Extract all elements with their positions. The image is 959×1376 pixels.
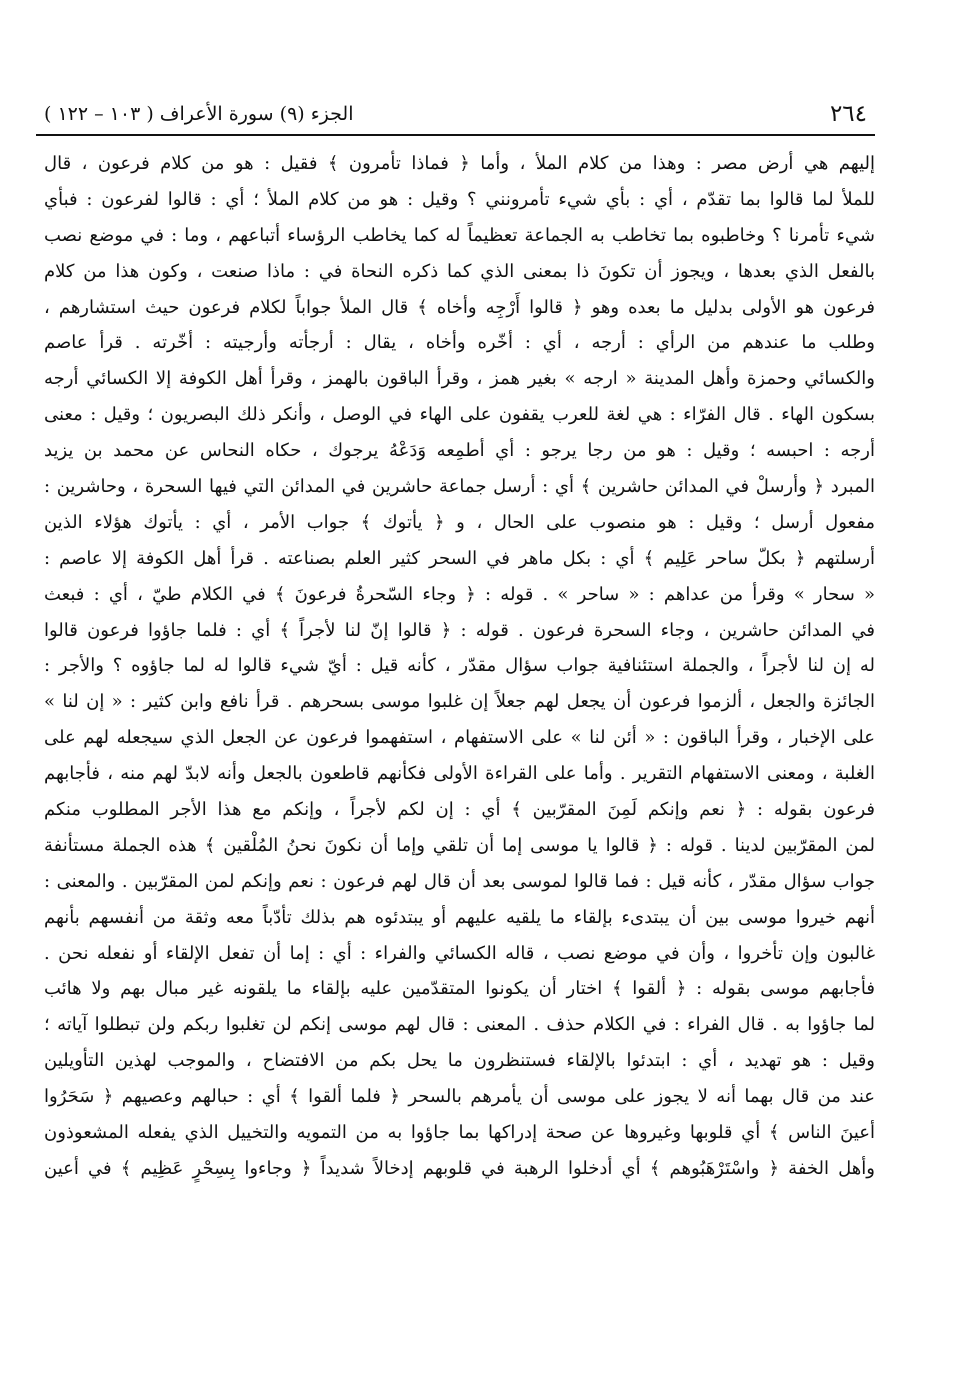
text-line: بالفعل الذي بعدها ، ويجوز أن تكونَ ذا بمعنى الذي كما ذكره النحاة في : ماذا صنعت ، وكون هذا من كلام xyxy=(44,260,875,282)
text-line: الغلبة ، ومعنى الاستفهام التقرير . وأما على القراءة الأولى فكأنهم قاطعون بالجعل وأنه لابدّ لهم منه ، فأجابهم xyxy=(44,763,875,785)
text-line: عند من قال بهما أنه لا يجوز على موسى أن يأمرهم بالسحر ﴿ فلما ألقوا ﴾ أي : حبالهم وعصيهم ﴿ سَحَرُوا xyxy=(44,1086,875,1108)
text-line: غالبون وإن تأخروا ، وأن في موضع نصب ، قاله الكسائي والفراء : أي : إما أن تفعل الإلقاء أو نفعله نحن . xyxy=(44,942,875,964)
text-line: فرعون بقوله : ﴿ نعم وإنكم لَمِنَ المقرّبين ﴾ أي : إن لكم لأجراً ، وإنكم مع هذا الأجر المطلوب منكم xyxy=(44,799,875,821)
page-number: ٢٦٤ xyxy=(829,101,867,127)
text-line: شيء تأمرنا ؟ وخاطبوه بما تخاطب به الجماعة تعظيماً له كما يخاطب الرؤساء أتباعهم ، وما : في موضع نصب xyxy=(44,224,875,246)
text-line: أرسلتهم ﴿ بكلّ ساحر عَلِيم ﴾ أي : بكل ماهر في السحر كثير العلم بصناعته . قرأ أهل الكوفة إلا عاصم : xyxy=(44,547,875,569)
text-line: المبرد ﴿ وأرسلْ في المدائن حاشرين ﴾ أي : أرسل جماعة حاشرين في المدائن التي فيها السحرة ، وحاشرين : xyxy=(44,476,875,498)
text-line: « سحار » وقرأ من عداهم : « ساحر » . قوله : ﴿ وجاء السّحرةُ فرعونَ ﴾ في الكلام طيّ ، أي : فبعث xyxy=(44,583,875,605)
text-line: وطلب ما عندهم من الرأي : أرجه ، أي : أخّره وأخاه ، يقال : أرجأته وأرجيته : أخّرته . قرأ عاصم xyxy=(44,332,875,354)
text-line: أرجه : احبسه ؛ وقيل : هو من رجا يرجو : أي أطمِعه وَدَعْهُ يرجوك ، حكاه النحاس عن محمد بن يزيد xyxy=(44,440,875,462)
text-line: أنهم خيروا موسى بين أن يبتدىء بإلقاء ما يلقيه عليهم أو يبتدئوه هم بذلك تأدّباً معه وثقة من أنفسهم بأنهم xyxy=(44,906,875,928)
text-line: والكسائي وحمزة وأهل المدينة « ارجه » بغير همز ، وقرأ الباقون بالهمز ، وقرأ أهل الكوفة إلا الكسائي أرجه xyxy=(44,368,875,390)
text-line: مفعول أرسل ؛ وقيل : هو منصوب على الحال ، و ﴿ يأتوك ﴾ جواب الأمر ، أي : يأتوك هؤلاء الذين xyxy=(44,511,875,533)
text-line: للملأ لما قالوا بما تقدّم ، أي : بأي شيء تأمرونني ؟ وقيل : هو من كلام الملأ ؛ أي : قالوا لفرعون : فبأي xyxy=(44,188,875,210)
text-line: وأهل الخفة ﴿ واسْتَرْهَبُوهم ﴾ أي أدخلوا الرهبة في قلوبهم إدخالاً شديداً ﴿ وجاءوا بِسِحْرٍ عَظِيم ﴾ في أعين xyxy=(44,1157,875,1179)
text-line: بسكون الهاء . قال الفرّاء : هي لغة للعرب يقفون على الهاء في الوصل ، وأنكر ذلك البصريون ؛ وقيل : معنى xyxy=(44,404,875,426)
text-line: أعينَ الناس ﴾ أي قلوبها وغيروها عن صحة إدراكها بما جاؤوا به من التمويه والتخييل الذي يفعله المشعوذون xyxy=(44,1122,875,1144)
text-line: فأجابهم موسى بقوله : ﴿ ألقوا ﴾ اختار أن يكونوا المتقدّمين عليه بإلقاء ما يلقونه غير مبال بهم ولا هائب xyxy=(44,978,875,1000)
text-line: لمن المقرّبين لدينا . قوله : ﴿ قالوا يا موسى إما أن تلقي وإما أن نكونَ نحنُ المُلْقين ﴾ هذه الجملة مستأنفة xyxy=(44,834,875,856)
text-line: في المدائن حاشرين ، وجاء السحرة فرعون . قوله : ﴿ قالوا إنّ لنا لأجراً ﴾ أي : فلما جاؤوا فرعون قالوا xyxy=(44,619,875,641)
text-line: الجائزة والجعل ، ألزموا فرعون أن يجعل لهم جعلاً إن غلبوا موسى بسحرهم . قرأ نافع وابن كثير : « إن لنا » xyxy=(44,691,875,713)
text-line: إليهم هي أرض مصر : وهذا من كلام الملأ ، وأما ﴿ فماذا تأمرون ﴾ فقيل : هو من كلام فرعون ، قال xyxy=(44,153,875,174)
text-line: فرعون هو الأولى بدليل ما بعده وهو ﴿ قالوا أَرْجِه وأخاه ﴾ قال الملأ جواباً لكلام فرعون حيث استشارهم ، xyxy=(44,296,875,318)
body-text xyxy=(44,146,875,1187)
header-rule xyxy=(36,134,875,136)
running-title: الجزء (٩) سورة الأعراف ( ١٠٣ – ١٢٢ ) xyxy=(44,103,354,125)
text-line: له إن لنا لأجراً ، والجملة استئنافية جواب سؤال مقدّر ، كأنه قيل : أيّ شيء قالوا له لما جاؤوه ؟ والأجر : xyxy=(44,655,875,677)
page-header xyxy=(44,96,867,132)
text-line: جواب سؤال مقدّر ، كأنه قيل : فما قالوا لموسى بعد أن قال لهم فرعون : نعم وإنكم لمن المقرّبين . والمعنى : xyxy=(44,870,875,892)
text-line: لما جاؤوا به . قال الفراء : في الكلام حذف . المعنى : قال لهم موسى إنكم لن تغلبوا ربكم ولن تبطلوا آياته ؛ xyxy=(44,1014,875,1036)
text-line: وقيل : هو تهديد ، أي : ابتدئوا بالإلقاء فستنظرون ما يحل بكم من الافتضاح ، والموجب لهذين التأويلين xyxy=(44,1050,875,1072)
text-line: على الإخبار ، وقرأ الباقون : « أئن لنا » على الاستفهام ، استفهموا فرعون عن الجعل الذي سيجعله لهم على xyxy=(44,727,875,749)
